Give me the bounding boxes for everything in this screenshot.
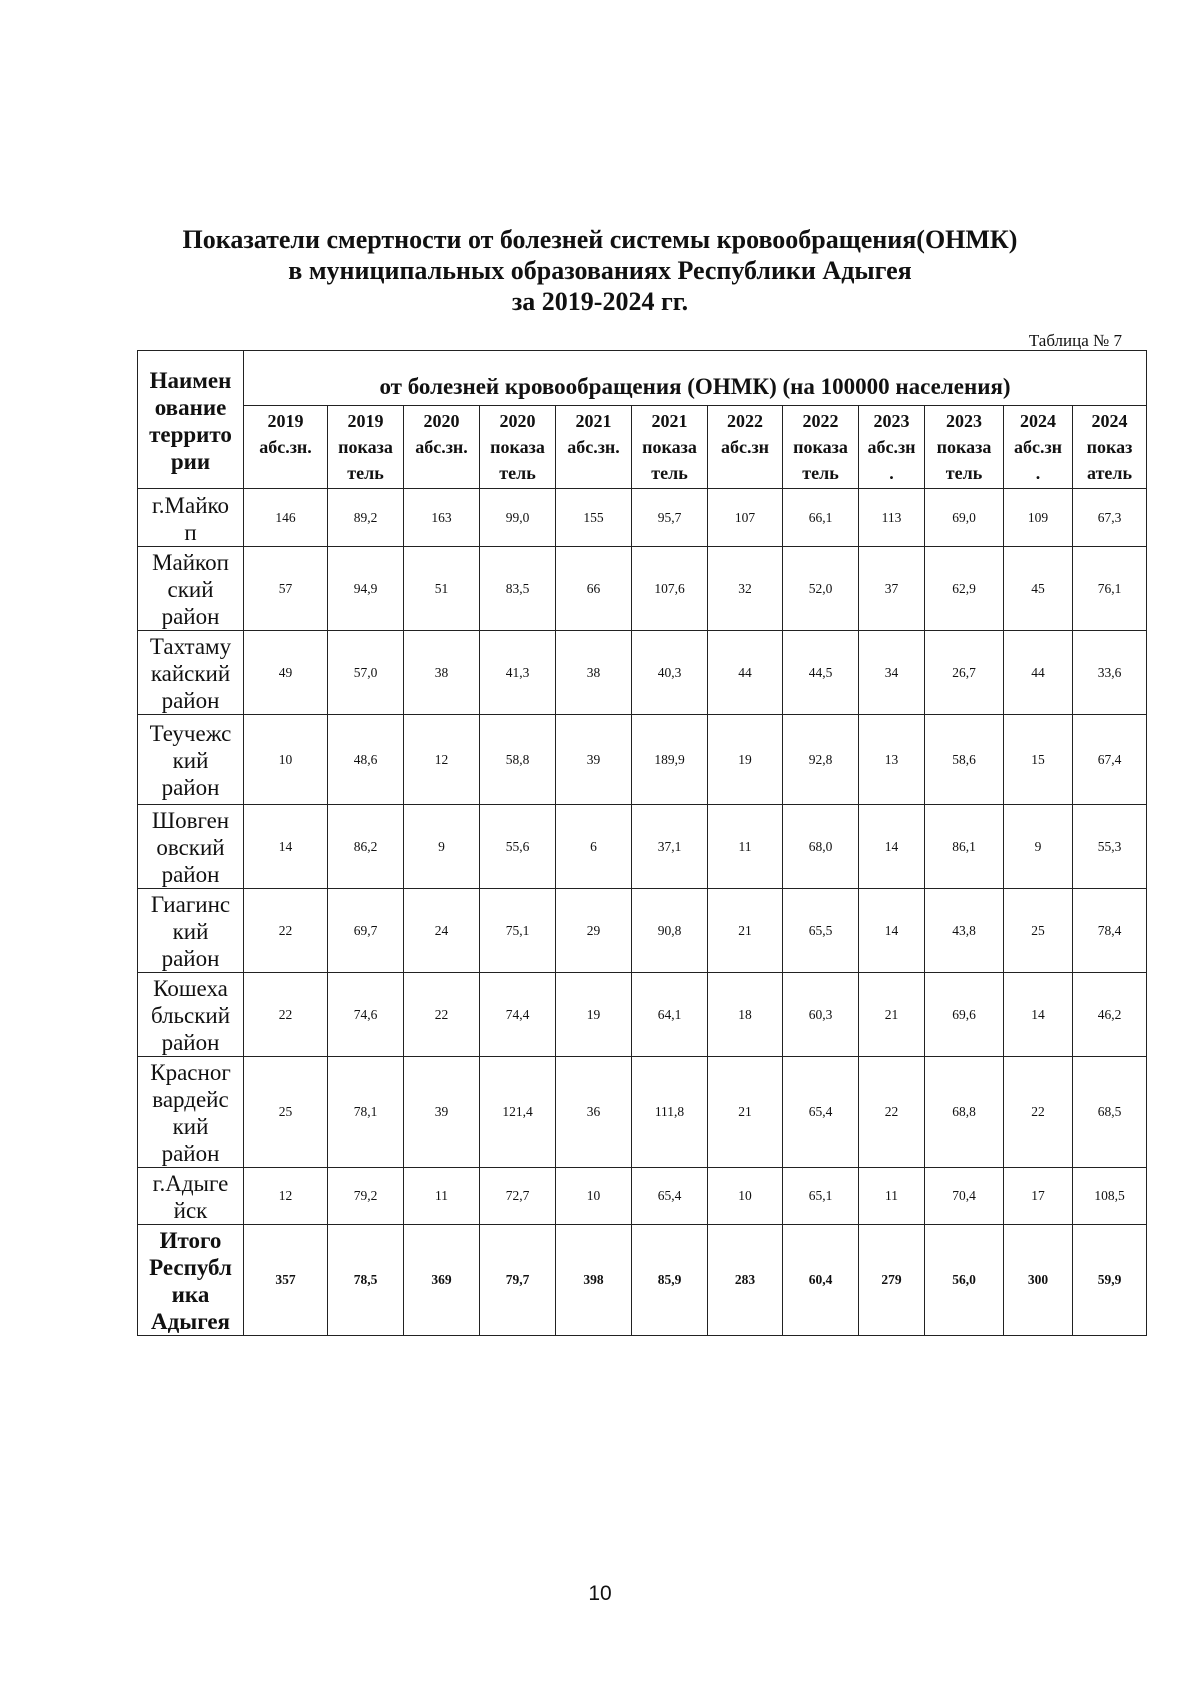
table-cell: 18 [708, 973, 783, 1057]
territory-name-line: кайский [150, 661, 231, 686]
table-cell: 10 [244, 715, 328, 805]
table-cell: 94,9 [328, 547, 404, 631]
table-cell: 60,3 [783, 973, 859, 1057]
table-cell: 78,1 [328, 1057, 404, 1168]
column-header [783, 406, 859, 489]
title-line: за 2019-2024 гг. [511, 287, 689, 316]
table-cell: 66,1 [783, 489, 859, 547]
table-cell: 189,9 [632, 715, 708, 805]
table-cell: 99,0 [480, 489, 556, 547]
table-cell: 163 [404, 489, 480, 547]
table-cell: 24 [404, 889, 480, 973]
table-cell: 22 [244, 889, 328, 973]
column-kind: абс.зн [867, 437, 916, 457]
column-header [1004, 406, 1073, 489]
table-cell: 59,9 [1073, 1225, 1147, 1336]
column-year: 2024 [1091, 411, 1128, 431]
table-cell: 68,5 [1073, 1057, 1147, 1168]
table-cell: 11 [859, 1168, 925, 1225]
table-cell: 12 [404, 715, 480, 805]
table-cell: 68,8 [925, 1057, 1004, 1168]
table-cell: 14 [1004, 973, 1073, 1057]
column-kind [556, 460, 631, 486]
column-year: 2023 [946, 411, 982, 431]
column-kind: абс.зн [1013, 437, 1063, 457]
column-header [480, 406, 556, 489]
column-kind: показа [936, 437, 992, 457]
territory-name-line: кий [172, 1114, 209, 1139]
table-cell: 64,1 [632, 973, 708, 1057]
table-cell: 58,6 [925, 715, 1004, 805]
table-cell: 109 [1004, 489, 1073, 547]
column-year: 2019 [347, 411, 384, 431]
table-cell: 37,1 [632, 805, 708, 889]
table-cell: 83,5 [480, 547, 556, 631]
territory-name-line: Гиагинс [150, 892, 231, 917]
territory-name-line: г.Адыге [152, 1171, 229, 1196]
table-cell: 56,0 [925, 1225, 1004, 1336]
table-cell: 33,6 [1073, 631, 1147, 715]
table-cell: 41,3 [480, 631, 556, 715]
column-kind: абс.зн. [415, 437, 468, 457]
territory-name [138, 489, 244, 547]
table-cell: 39 [556, 715, 632, 805]
territory-name [138, 805, 244, 889]
column-kind: показ [1086, 437, 1133, 457]
territory-name-line: Итого [159, 1228, 222, 1253]
territory-name [138, 547, 244, 631]
table-cell: 14 [859, 805, 925, 889]
table-cell: 13 [859, 715, 925, 805]
column-header [404, 406, 480, 489]
column-kind: тель [651, 463, 688, 483]
table-cell: 37 [859, 547, 925, 631]
territory-header-line: террито [149, 421, 232, 447]
table-cell: 25 [244, 1057, 328, 1168]
table-cell: 21 [708, 1057, 783, 1168]
table-cell: 76,1 [1073, 547, 1147, 631]
table-cell: 44 [708, 631, 783, 715]
table-cell: 40,3 [632, 631, 708, 715]
territory-name-line: Тахтаму [149, 634, 232, 659]
table-cell: 9 [404, 805, 480, 889]
table-cell: 43,8 [925, 889, 1004, 973]
table-cell: 75,1 [480, 889, 556, 973]
territory-name-line: район [161, 862, 220, 887]
table-cell: 86,1 [925, 805, 1004, 889]
table-body [138, 489, 1147, 1336]
territory-name-line: Теучежс [149, 721, 232, 746]
territory-name [138, 715, 244, 805]
table-cell: 21 [708, 889, 783, 973]
territory-name [138, 973, 244, 1057]
table-cell: 22 [244, 973, 328, 1057]
territory-name-line: ика [171, 1282, 210, 1307]
table-cell: 22 [1004, 1057, 1073, 1168]
table-cell: 57 [244, 547, 328, 631]
total-row [138, 1225, 1147, 1336]
table-row [138, 889, 1147, 973]
table-row [138, 631, 1147, 715]
table-cell: 65,4 [632, 1168, 708, 1225]
table-cell: 36 [556, 1057, 632, 1168]
table-cell: 34 [859, 631, 925, 715]
table-cell: 6 [556, 805, 632, 889]
column-header [859, 406, 925, 489]
territory-name [138, 889, 244, 973]
table-cell: 69,6 [925, 973, 1004, 1057]
table-row [138, 973, 1147, 1057]
table-cell: 11 [708, 805, 783, 889]
table-cell: 300 [1004, 1225, 1073, 1336]
territory-name-line: кий [172, 919, 209, 944]
column-kind: показа [490, 437, 545, 457]
table-cell: 357 [244, 1225, 328, 1336]
table-cell: 68,0 [783, 805, 859, 889]
territory-name [138, 1168, 244, 1225]
table-cell: 17 [1004, 1168, 1073, 1225]
territory-name-line: район [161, 1030, 220, 1055]
table-label: Таблица № 7 [1028, 331, 1122, 350]
table-cell: 111,8 [632, 1057, 708, 1168]
territory-name-line: п [184, 519, 197, 545]
column-kind: показа [338, 437, 393, 457]
table-cell: 38 [404, 631, 480, 715]
table-cell: 29 [556, 889, 632, 973]
territory-name-line: район [161, 1141, 220, 1166]
territory-name-line: район [161, 688, 220, 713]
territory-name-line: район [161, 604, 220, 629]
table-cell: 69,0 [925, 489, 1004, 547]
territory-name-line: район [161, 946, 220, 971]
territory-name-line: Шовген [151, 808, 230, 833]
column-year: 2020 [499, 411, 536, 431]
subheader-row [138, 406, 1147, 489]
table-cell: 14 [859, 889, 925, 973]
column-header [556, 406, 632, 489]
table-cell: 9 [1004, 805, 1073, 889]
table-cell: 10 [708, 1168, 783, 1225]
table-row [138, 489, 1147, 547]
column-header [708, 406, 783, 489]
table-cell: 74,4 [480, 973, 556, 1057]
territory-header [138, 351, 244, 489]
document-title [140, 224, 1060, 317]
column-year: 2024 [1020, 411, 1056, 431]
table-cell: 283 [708, 1225, 783, 1336]
table-cell: 72,7 [480, 1168, 556, 1225]
table-cell: 107,6 [632, 547, 708, 631]
page-number: 10 [588, 1582, 612, 1605]
column-header [1073, 406, 1147, 489]
column-kind: атель [1087, 463, 1133, 483]
table-cell: 21 [859, 973, 925, 1057]
territory-name [138, 1225, 244, 1336]
column-year: 2022 [802, 411, 839, 431]
table-cell: 108,5 [1073, 1168, 1147, 1225]
column-kind [404, 460, 479, 486]
table-cell: 39 [404, 1057, 480, 1168]
territory-name-line: кий [172, 748, 209, 773]
table-cell: 89,2 [328, 489, 404, 547]
table-cell: 38 [556, 631, 632, 715]
table-cell: 44,5 [783, 631, 859, 715]
territory-name-line: йск [173, 1198, 208, 1223]
title-line: в муниципальных образованиях Республики Адыгея [288, 256, 912, 285]
territory-name-line: Красног [150, 1060, 231, 1085]
column-kind [244, 460, 327, 486]
column-year: 2021 [575, 411, 612, 431]
table-cell: 398 [556, 1225, 632, 1336]
table-cell: 90,8 [632, 889, 708, 973]
header-row [138, 351, 1147, 406]
table-row [138, 1168, 1147, 1225]
table-cell: 146 [244, 489, 328, 547]
territory-name-line: ский [167, 577, 214, 602]
table-cell: 79,7 [480, 1225, 556, 1336]
column-kind: показа [793, 437, 848, 457]
table-cell: 49 [244, 631, 328, 715]
table-cell: 95,7 [632, 489, 708, 547]
column-header [328, 406, 404, 489]
table-cell: 66 [556, 547, 632, 631]
column-header [632, 406, 708, 489]
title-line: Показатели смертности от болезней системы кровообращения(ОНМК) [182, 225, 1018, 254]
table-cell: 57,0 [328, 631, 404, 715]
table-cell: 51 [404, 547, 480, 631]
territory-name-line: бльский [150, 1003, 231, 1028]
territory-name [138, 631, 244, 715]
table-cell: 55,6 [480, 805, 556, 889]
table-cell: 74,6 [328, 973, 404, 1057]
table-cell: 45 [1004, 547, 1073, 631]
table-cell: 10 [556, 1168, 632, 1225]
table-cell: 11 [404, 1168, 480, 1225]
table-row [138, 805, 1147, 889]
mortality-table [137, 350, 1147, 1336]
territory-name-line: Майкоп [152, 550, 229, 575]
table-cell: 155 [556, 489, 632, 547]
table-row [138, 715, 1147, 805]
column-kind: тель [499, 463, 536, 483]
group-header: от болезней кровообращения (ОНМК) (на 100000 населения) [244, 351, 1147, 406]
table-cell: 46,2 [1073, 973, 1147, 1057]
territory-name-line: вардейс [152, 1087, 229, 1112]
table-cell: 60,4 [783, 1225, 859, 1336]
territory-name-line: Кошеха [153, 976, 228, 1001]
table-cell: 107 [708, 489, 783, 547]
table-cell: 79,2 [328, 1168, 404, 1225]
territory-name [138, 1057, 244, 1168]
table-cell: 22 [859, 1057, 925, 1168]
column-kind: . [889, 463, 894, 483]
table-cell: 48,6 [328, 715, 404, 805]
table-cell: 70,4 [925, 1168, 1004, 1225]
territory-name-line: г.Майко [151, 492, 230, 518]
column-year: 2019 [267, 411, 304, 431]
territory-name-line: Адыгея [151, 1309, 230, 1334]
table-cell: 44 [1004, 631, 1073, 715]
table-cell: 92,8 [783, 715, 859, 805]
table-cell: 55,3 [1073, 805, 1147, 889]
table-cell: 113 [859, 489, 925, 547]
table-cell: 52,0 [783, 547, 859, 631]
column-kind: . [1035, 463, 1041, 483]
table-cell: 369 [404, 1225, 480, 1336]
column-kind: тель [347, 463, 384, 483]
column-year: 2022 [727, 411, 763, 431]
table-cell: 19 [556, 973, 632, 1057]
territory-name-line: овский [156, 835, 225, 860]
table-cell: 12 [244, 1168, 328, 1225]
column-kind [708, 460, 782, 486]
table-cell: 32 [708, 547, 783, 631]
table-cell: 15 [1004, 715, 1073, 805]
table-cell: 86,2 [328, 805, 404, 889]
table-cell: 62,9 [925, 547, 1004, 631]
table-cell: 26,7 [925, 631, 1004, 715]
table-cell: 78,4 [1073, 889, 1147, 973]
column-year: 2021 [651, 411, 688, 431]
column-header [925, 406, 1004, 489]
column-header [244, 406, 328, 489]
table-cell: 65,4 [783, 1057, 859, 1168]
territory-header-line: ование [154, 394, 227, 420]
column-kind: показа [642, 437, 697, 457]
territory-header-line: Наимен [149, 367, 232, 393]
table-cell: 65,1 [783, 1168, 859, 1225]
table-cell: 85,9 [632, 1225, 708, 1336]
territory-header-line: рии [170, 448, 211, 474]
column-kind: тель [945, 463, 983, 483]
table-cell: 14 [244, 805, 328, 889]
table-row [138, 1057, 1147, 1168]
table-row [138, 547, 1147, 631]
column-kind: абс.зн. [259, 437, 312, 457]
table-cell: 78,5 [328, 1225, 404, 1336]
column-year: 2023 [873, 411, 910, 431]
table-cell: 121,4 [480, 1057, 556, 1168]
table-cell: 279 [859, 1225, 925, 1336]
territory-name-line: район [161, 775, 220, 800]
table-cell: 22 [404, 973, 480, 1057]
table-cell: 69,7 [328, 889, 404, 973]
column-kind: абс.зн. [567, 437, 620, 457]
territory-name-line: Республ [149, 1255, 232, 1280]
column-kind: тель [802, 463, 839, 483]
column-kind: абс.зн [720, 437, 770, 457]
table-cell: 65,5 [783, 889, 859, 973]
table-cell: 67,3 [1073, 489, 1147, 547]
table-cell: 67,4 [1073, 715, 1147, 805]
table-cell: 19 [708, 715, 783, 805]
table-cell: 58,8 [480, 715, 556, 805]
table-cell: 25 [1004, 889, 1073, 973]
column-year: 2020 [423, 411, 460, 431]
